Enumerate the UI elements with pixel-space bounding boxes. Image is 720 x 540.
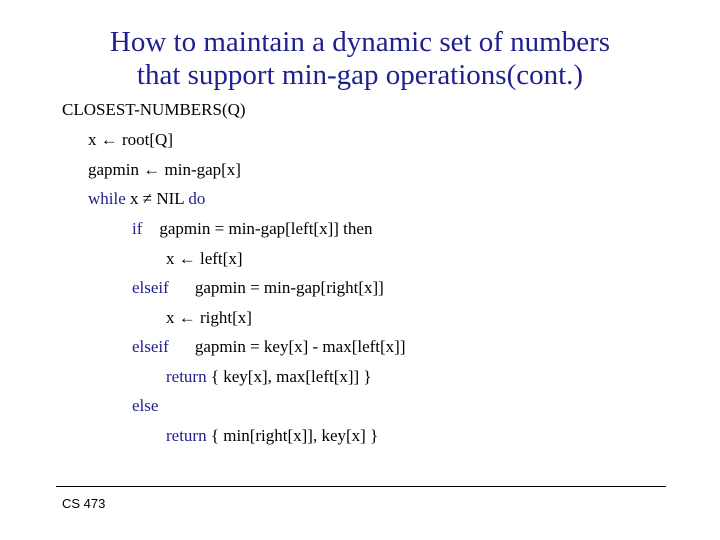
while-condition: x ≠ NIL (130, 189, 185, 208)
title-line-2: that support min-gap operations(cont.) (136, 59, 584, 91)
code-line-assign-gapmin (88, 160, 241, 180)
elseif-keyword-2: elseif (132, 337, 169, 356)
assign-gapmin-text: gapmin ← min-gap[x] (88, 160, 241, 179)
code-line-elseif-2 (132, 337, 406, 357)
code-line-procedure (62, 100, 246, 120)
procedure-name: CLOSEST-NUMBERS(Q) (62, 100, 246, 119)
code-line-return-2 (166, 426, 378, 446)
code-line-return-1 (166, 367, 372, 387)
code-line-assign-right (166, 308, 252, 328)
if-keyword: if (132, 219, 143, 238)
code-line-else (132, 396, 158, 416)
elseif-condition-1: gapmin = min-gap[right[x]] (194, 278, 384, 297)
code-line-elseif-1 (132, 278, 384, 298)
assign-root-text: x ← root[Q] (88, 130, 173, 149)
if-condition: gapmin = min-gap[left[x]] then (159, 219, 373, 238)
else-keyword: else (132, 396, 159, 415)
return-value-1: { key[x], max[left[x]] } (210, 367, 372, 386)
do-keyword: do (188, 189, 206, 208)
while-keyword: while (88, 189, 126, 208)
code-line-if (132, 219, 372, 239)
return-keyword-2: return (166, 426, 207, 445)
title-line-1: How to maintain a dynamic set of numbers (109, 26, 611, 58)
elseif-keyword-1: elseif (132, 278, 169, 297)
elseif-condition-2: gapmin = key[x] - max[left[x]] (194, 337, 406, 356)
code-line-while (88, 189, 205, 209)
code-line-assign-root (88, 130, 173, 150)
assign-left-text: x ← left[x] (166, 249, 243, 268)
slide-title (40, 26, 680, 92)
code-line-assign-left (166, 249, 242, 269)
assign-right-text: x ← right[x] (166, 308, 252, 327)
return-keyword-1: return (166, 367, 207, 386)
return-value-2: { min[right[x]], key[x] } (210, 426, 379, 445)
footer-course-label: CS 473 (62, 496, 106, 511)
footer-divider (56, 486, 666, 487)
